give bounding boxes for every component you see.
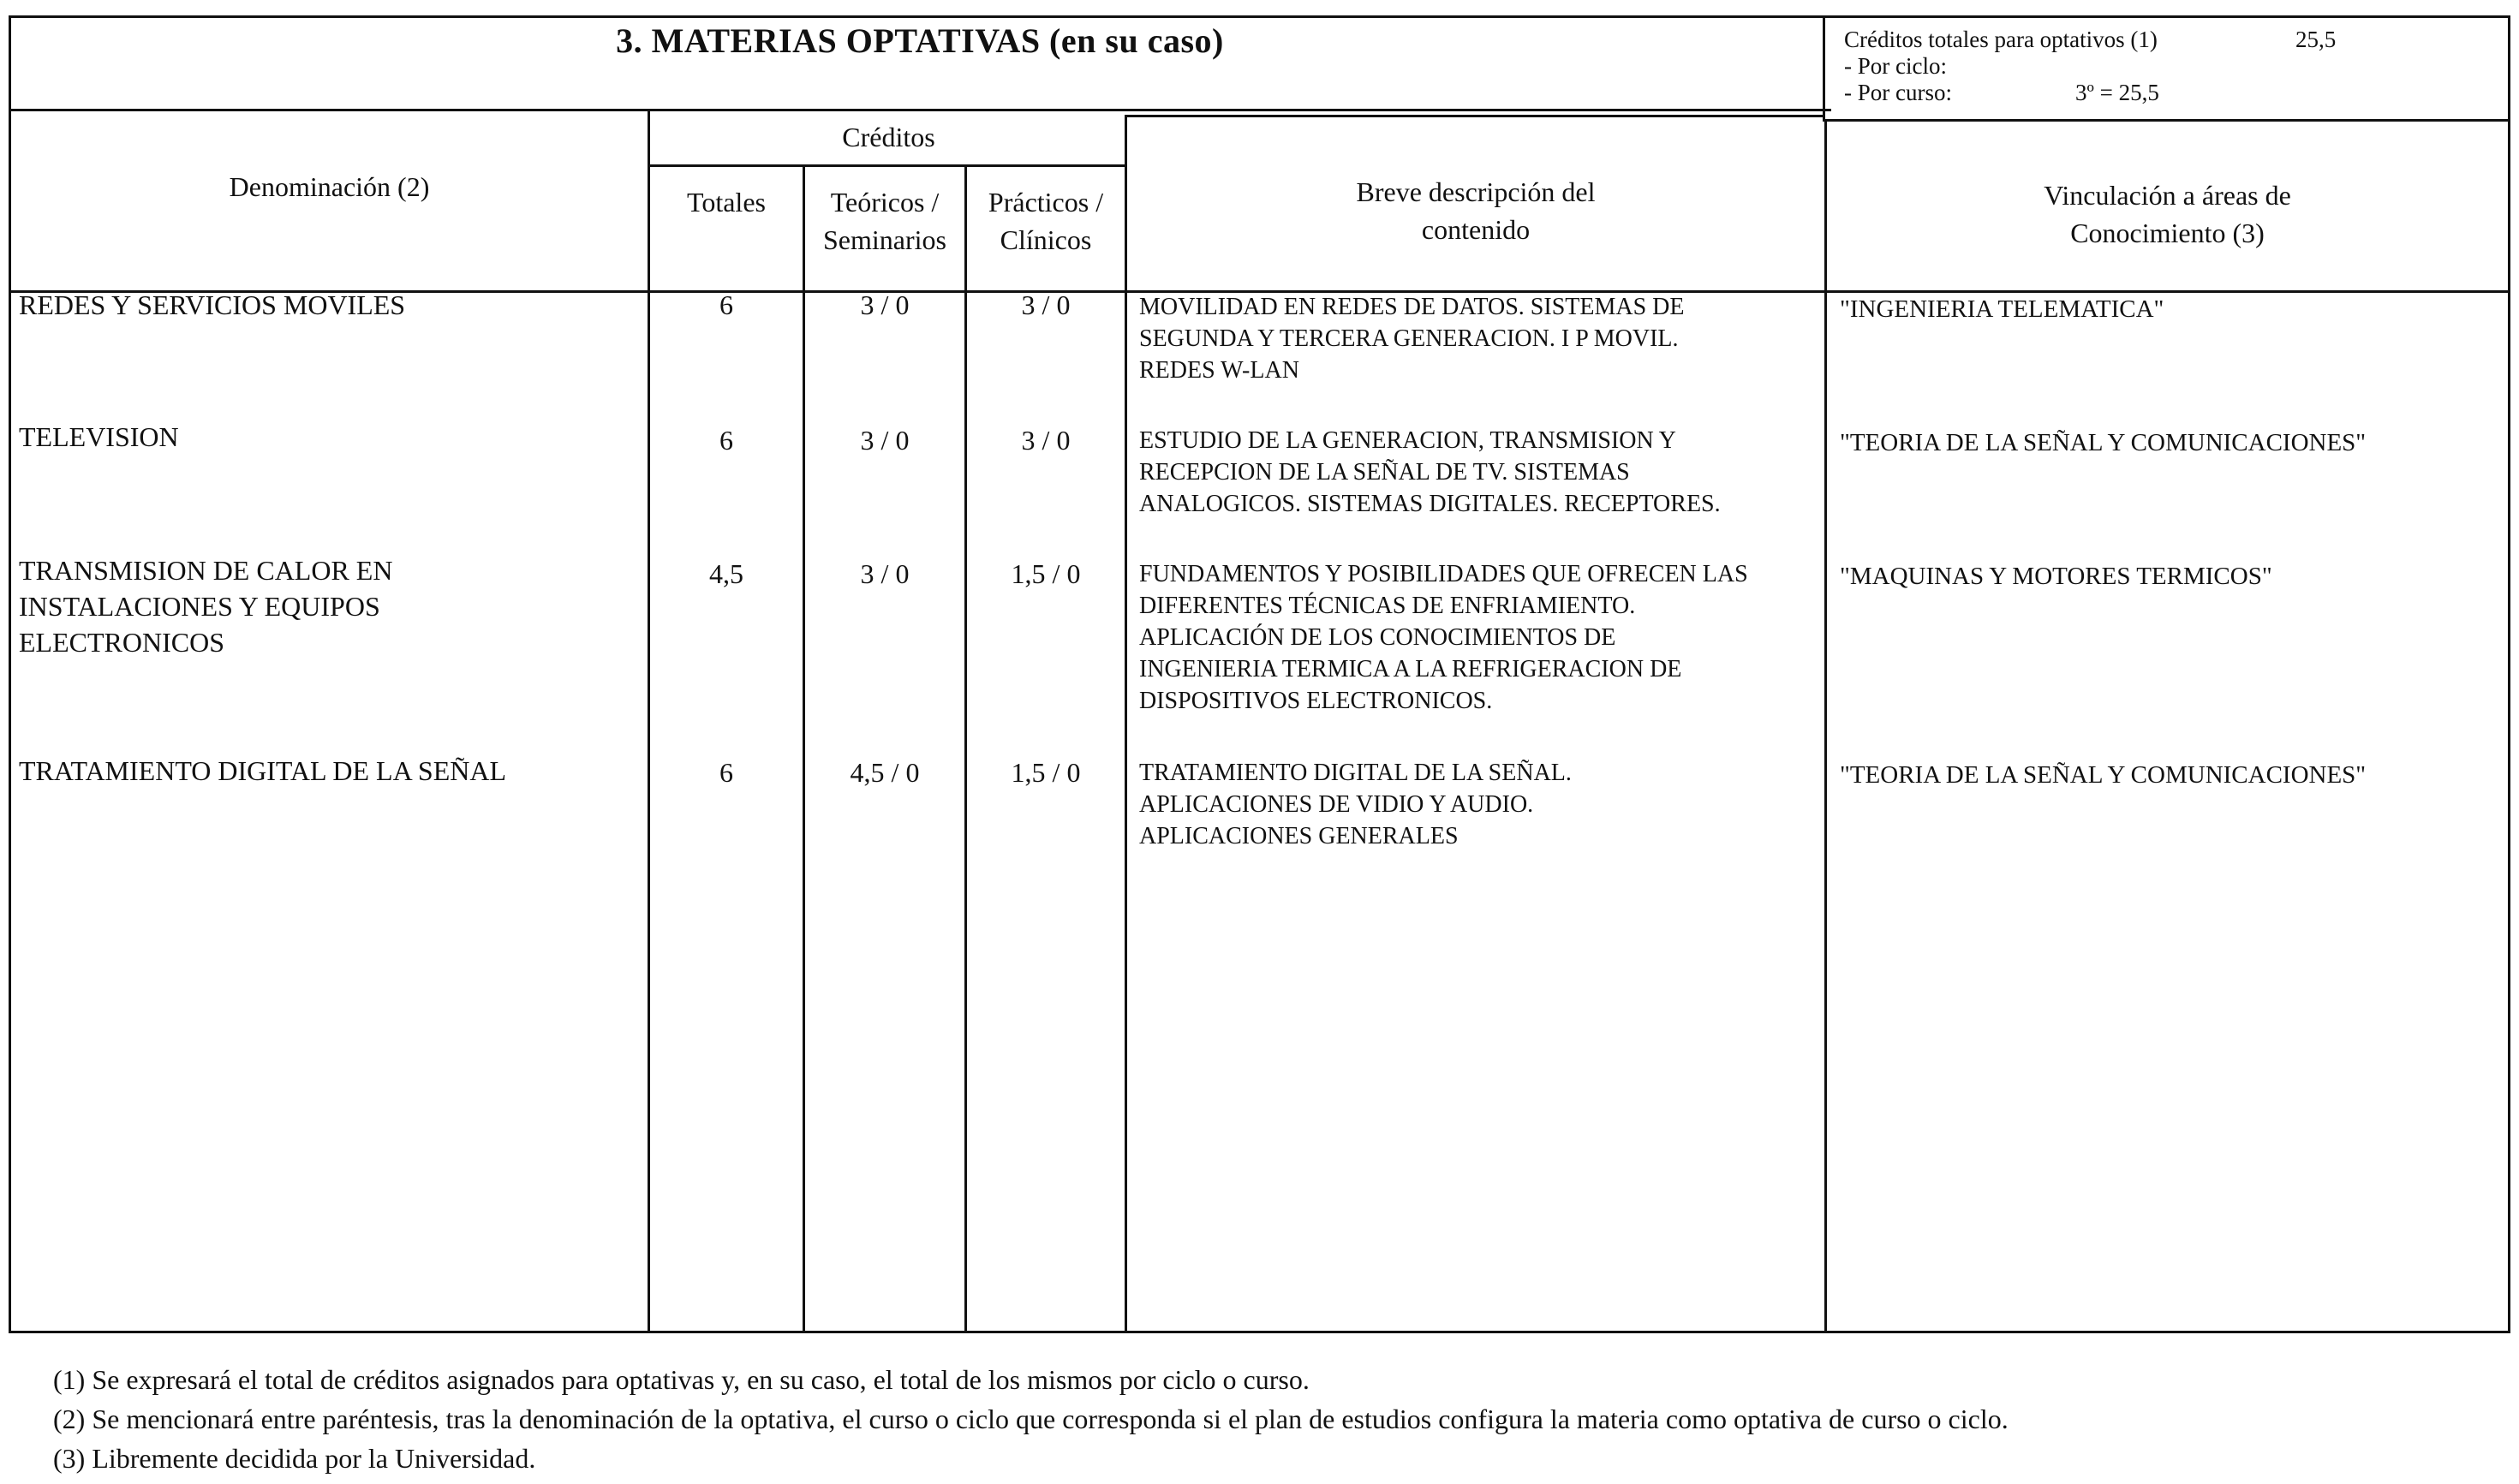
credits-total-line xyxy=(1844,27,2508,53)
row-teoricos: 3 / 0 xyxy=(860,289,910,320)
footnote-2: (2) Se mencionará entre paréntesis, tras la denominación de la optativa, el curso o ciclo que corresponda si el plan de estudios configura la materia como optativa de curso o ciclo. xyxy=(53,1404,2009,1434)
row-denominacion xyxy=(19,420,179,454)
row-teoricos: 4,5 / 0 xyxy=(850,757,920,788)
por-curso-line xyxy=(1844,80,2508,106)
row-desc-line: REDES W-LAN xyxy=(1139,357,1299,384)
col-vinculacion xyxy=(1827,176,2508,252)
row-practicos: 3 / 0 xyxy=(1021,425,1071,456)
row-desc-line: SEGUNDA Y TERCERA GENERACION. I P MOVIL. xyxy=(1139,325,1679,352)
row-totales: 6 xyxy=(719,289,733,320)
row-teoricos: 3 / 0 xyxy=(860,558,910,589)
col-vinculacion-l1: Vinculación a áreas de xyxy=(2044,180,2291,211)
row-practicos: 1,5 / 0 xyxy=(1011,757,1081,788)
col-sep-2 xyxy=(803,167,805,1333)
row-desc-line: ESTUDIO DE LA GENERACION, TRANSMISION Y xyxy=(1139,427,1676,454)
col-practicos-l2: Clínicos xyxy=(1000,224,1092,255)
row-desc-line: APLICACIONES DE VIDIO Y AUDIO. xyxy=(1139,791,1534,818)
row-denominacion xyxy=(19,288,405,322)
table-left-border xyxy=(9,293,11,1333)
creditos-divider xyxy=(648,164,1127,167)
por-curso-label: - Por curso: xyxy=(1844,80,1952,105)
row-name-line: TRATAMIENTO DIGITAL DE LA SEÑAL xyxy=(19,755,507,786)
row-descripcion xyxy=(1139,558,1748,717)
col-descripcion-l2: contenido xyxy=(1421,214,1531,245)
por-curso-value: 3º = 25,5 xyxy=(2075,80,2159,105)
table-bottom-border xyxy=(9,1331,2510,1333)
row-totales: 6 xyxy=(719,757,733,788)
credits-summary-box xyxy=(1823,15,2510,122)
row-totales: 6 xyxy=(719,425,733,456)
row-descripcion xyxy=(1139,425,1721,520)
row-name-line: TELEVISION xyxy=(19,421,179,452)
desc-top-border xyxy=(1127,115,1823,117)
row-practicos: 1,5 / 0 xyxy=(1011,558,1081,589)
col-sep-4 xyxy=(1125,115,1127,1333)
row-desc-line: ANALOGICOS. SISTEMAS DIGITALES. RECEPTORES. xyxy=(1139,491,1721,517)
col-totales: Totales xyxy=(687,187,766,218)
footnote-1: (1) Se expresará el total de créditos asignados para optativas y, en su caso, el total de los mismos por ciclo o curso. xyxy=(53,1364,1310,1395)
row-desc-line: APLICACIONES GENERALES xyxy=(1139,823,1459,849)
page-title: 3. MATERIAS OPTATIVAS (en su caso) xyxy=(616,21,1224,60)
vinc-top-border xyxy=(1823,119,2510,122)
col-teoricos xyxy=(805,183,964,259)
row-practicos: 3 / 0 xyxy=(1021,289,1071,320)
row-desc-line: DIFERENTES TÉCNICAS DE ENFRIAMIENTO. xyxy=(1139,593,1636,619)
row-descripcion xyxy=(1139,291,1685,386)
row-desc-line: APLICACIÓN DE LOS CONOCIMIENTOS DE xyxy=(1139,624,1616,651)
row-name-line: TRANSMISION DE CALOR EN xyxy=(19,555,393,586)
row-area: "TEORIA DE LA SEÑAL Y COMUNICACIONES" xyxy=(1840,429,2367,456)
row-denominacion xyxy=(19,552,392,660)
row-name-line: ELECTRONICOS xyxy=(19,627,224,658)
por-ciclo-label: - Por ciclo: xyxy=(1844,53,1947,79)
row-desc-line: MOVILIDAD EN REDES DE DATOS. SISTEMAS DE xyxy=(1139,294,1685,320)
credits-total-label: Créditos totales para optativos (1) xyxy=(1844,27,2158,52)
col-practicos-l1: Prácticos / xyxy=(988,187,1104,218)
col-descripcion-l1: Breve descripción del xyxy=(1356,176,1596,207)
col-teoricos-l2: Seminarios xyxy=(823,224,946,255)
row-area: "MAQUINAS Y MOTORES TERMICOS" xyxy=(1840,563,2272,590)
col-practicos xyxy=(967,183,1125,259)
col-creditos: Créditos xyxy=(842,122,935,152)
credits-total-value: 25,5 xyxy=(2295,27,2337,52)
row-desc-line: TRATAMIENTO DIGITAL DE LA SEÑAL. xyxy=(1139,760,1572,786)
row-teoricos: 3 / 0 xyxy=(860,425,910,456)
col-sep-3 xyxy=(964,167,967,1333)
row-denominacion xyxy=(19,754,506,788)
row-area: "INGENIERIA TELEMATICA" xyxy=(1840,295,2164,323)
footnotes xyxy=(53,1360,2009,1478)
header-right-border xyxy=(2508,122,2510,293)
footnote-3: (3) Libremente decidida por la Universidad. xyxy=(53,1443,536,1474)
por-ciclo-line xyxy=(1844,53,2508,80)
col-teoricos-l1: Teóricos / xyxy=(830,187,940,218)
row-desc-line: RECEPCION DE LA SEÑAL DE TV. SISTEMAS xyxy=(1139,459,1630,486)
row-name-line: REDES Y SERVICIOS MOVILES xyxy=(19,289,406,320)
row-desc-line: FUNDAMENTOS Y POSIBILIDADES QUE OFRECEN LAS xyxy=(1139,561,1748,587)
row-descripcion xyxy=(1139,757,1572,852)
col-denominacion: Denominación (2) xyxy=(229,171,430,202)
row-name-line: INSTALACIONES Y EQUIPOS xyxy=(19,591,380,622)
row-desc-line: DISPOSITIVOS ELECTRONICOS. xyxy=(1139,688,1493,714)
col-sep-5 xyxy=(1824,119,1827,1333)
col-descripcion xyxy=(1127,173,1824,248)
row-desc-line: INGENIERIA TERMICA A LA REFRIGERACION DE xyxy=(1139,656,1682,682)
row-area: "TEORIA DE LA SEÑAL Y COMUNICACIONES" xyxy=(1840,761,2367,789)
row-totales: 4,5 xyxy=(709,558,743,589)
col-vinculacion-l2: Conocimiento (3) xyxy=(2070,218,2265,248)
table-right-border xyxy=(2508,293,2510,1333)
